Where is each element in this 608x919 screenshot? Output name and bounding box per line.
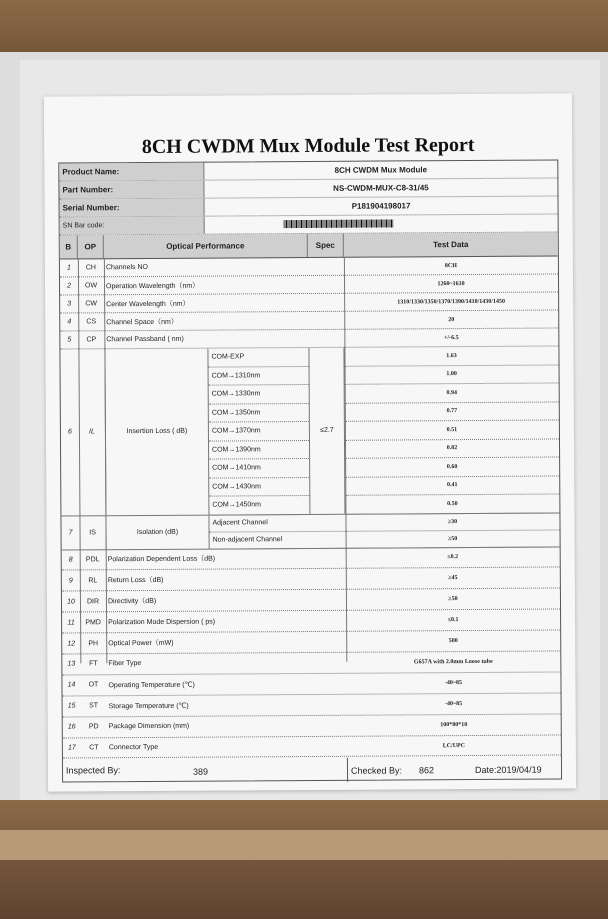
row-code: IL [88, 428, 95, 436]
row-code: PDL [85, 556, 100, 564]
checked-by-label: Checked By: [350, 765, 403, 776]
row-code: CH [85, 264, 97, 272]
insertion-loss-channel: COM→1310nm [209, 367, 309, 386]
sn-barcode-label: SN Bar code: [60, 217, 205, 235]
row-value: -40~85 [445, 700, 463, 707]
row-name: Return Loss（dB) [107, 577, 164, 585]
spec-row [63, 714, 561, 738]
isolation-item: Non-adjacent Channel [210, 531, 346, 549]
row-name: Channel Space（nm） [106, 318, 178, 326]
column-header-row [60, 232, 558, 259]
row-code: FT [89, 660, 98, 668]
row-number: 5 [67, 336, 72, 344]
insertion-loss-channel: COM→1410nm [209, 459, 309, 478]
insertion-loss-channel: COM→1370nm [209, 422, 309, 441]
row-name: Operating Temperature (℃) [108, 681, 195, 690]
spec-row [62, 589, 560, 613]
row-number: 6 [67, 428, 72, 436]
insertion-loss-value: 0.60 [345, 457, 559, 477]
row-code: IS [89, 528, 96, 536]
row-name: Polarization Mode Dispersion ( ps) [108, 618, 216, 626]
row-number: 9 [68, 577, 73, 585]
row-number: 17 [67, 744, 76, 752]
col-spec: Spec [308, 234, 344, 257]
product-name-label: Product Name: [59, 163, 204, 181]
row-number: 8 [68, 556, 73, 564]
col-test-data: Test Data [433, 240, 469, 250]
row-code: PD [88, 723, 99, 731]
row-value: 1260~1610 [437, 280, 465, 287]
insertion-loss-spec: ≤2.7 [308, 348, 345, 514]
insertion-loss-value: 0.77 [345, 402, 559, 422]
spec-row [62, 631, 560, 655]
row-code: DIR [86, 598, 100, 606]
inspected-by-value: 389 [192, 766, 209, 777]
row-number: 2 [67, 282, 72, 290]
row-number: 15 [67, 702, 76, 710]
row-value: ≥45 [448, 575, 458, 582]
row-number: 13 [67, 660, 76, 668]
row-number: 3 [67, 300, 72, 308]
inspected-by-label: Inspected By: [65, 765, 121, 776]
report-date: Date:2019/04/19 [474, 764, 542, 775]
row-number: 1 [66, 264, 71, 272]
row-number: 11 [67, 619, 75, 627]
row-number: 14 [67, 681, 76, 689]
serial-barcode [284, 219, 394, 228]
insertion-loss-block [60, 346, 559, 516]
row-code: OW [84, 282, 98, 290]
spec-row [62, 651, 560, 675]
row-value: G657A with 2.0mm Loose tube [413, 658, 493, 666]
insertion-loss-channel: COM→1330nm [209, 385, 309, 404]
report-table [58, 159, 562, 782]
row-value: -40~85 [444, 679, 463, 687]
row-code: CW [85, 300, 97, 308]
row-name: Polarization Dependent Loss（dB) [107, 556, 216, 564]
spec-row [63, 735, 561, 759]
row-name: Operation Wavelength（nm） [106, 282, 200, 290]
row-name: Optical Power（mW) [108, 639, 174, 648]
checked-by-value: 862 [418, 765, 435, 776]
row-number: 7 [68, 528, 73, 536]
row-number: 12 [67, 639, 76, 648]
isolation-label: Isolation (dB) [105, 515, 209, 549]
row-number: 10 [67, 598, 75, 606]
col-optical-performance: Optical Performance [104, 234, 308, 258]
insertion-loss-value: 1.00 [345, 365, 559, 385]
row-code: CS [86, 318, 97, 326]
insertion-loss-channel: COM→1390nm [209, 441, 309, 460]
row-name: Storage Temperature (℃) [108, 702, 189, 710]
insertion-loss-label: Insertion Loss ( dB) [104, 349, 209, 515]
insertion-loss-value: 0.82 [345, 439, 559, 459]
isolation-block [61, 513, 559, 550]
row-name: Connector Type [108, 743, 159, 752]
serial-number-value: P181904198017 [351, 201, 411, 211]
spec-row [62, 568, 560, 592]
row-name: Center Wavelength（nm） [106, 300, 190, 308]
col-b: B [60, 235, 78, 258]
spec-row [62, 610, 560, 634]
row-value: ≤0.2 [447, 554, 459, 561]
isolation-value: ≥50 [346, 530, 560, 548]
row-name: Fiber Type [108, 660, 142, 668]
col-op: OP [78, 235, 104, 258]
row-name: Directivity（dB) [107, 598, 157, 606]
row-code: ST [89, 702, 99, 710]
insertion-loss-value: 0.50 [345, 494, 559, 514]
insertion-loss-channel: COM→1430nm [209, 478, 309, 497]
row-code: CP [86, 336, 97, 344]
row-code: RL [88, 577, 98, 585]
row-code: CT [89, 744, 99, 752]
insertion-loss-value: 0.94 [345, 383, 559, 403]
row-value: 20 [448, 316, 455, 323]
row-value: +/-6.5 [444, 334, 459, 341]
row-code: PMD [85, 618, 101, 627]
part-number-value: NS-CWDM-MUX-C8-31/45 [333, 183, 429, 193]
row-name: Channels NO [105, 263, 148, 272]
insertion-loss-channel: COM-EXP [208, 348, 308, 367]
row-value: 100*80*10 [440, 721, 468, 728]
test-report-sheet [44, 93, 576, 791]
serial-number-label: Serial Number: [60, 199, 205, 217]
row-name: Channel Passband ( nm) [106, 335, 184, 344]
spec-row [63, 693, 561, 717]
spec-row [62, 672, 560, 696]
spec-row [62, 547, 560, 571]
row-code: OT [88, 681, 99, 689]
row-number: 4 [67, 318, 72, 326]
row-name: Package Dimension (mm) [108, 722, 190, 731]
row-value: 8CH [444, 262, 457, 269]
box-lid-bottom [0, 800, 608, 919]
part-number-label: Part Number: [59, 181, 204, 199]
insertion-loss-channel: COM→1350nm [209, 404, 309, 423]
insertion-loss-value: 0.41 [345, 476, 559, 496]
insertion-loss-channel: COM→1450nm [209, 496, 309, 515]
report-title: 8CH CWDM Mux Module Test Report [141, 133, 475, 159]
insertion-loss-value: 0.51 [345, 420, 559, 440]
row-value: ≥50 [448, 596, 458, 603]
row-value: ≤0.1 [447, 617, 459, 624]
isolation-value: ≥30 [345, 513, 559, 531]
insertion-loss-value: 1.63 [344, 346, 558, 366]
row-code: PH [88, 639, 99, 647]
row-value: 500 [448, 638, 458, 645]
row-value: 1310/1330/1350/1370/1390/1410/1430/1450 [397, 298, 505, 305]
row-number: 16 [67, 723, 76, 731]
isolation-item: Adjacent Channel [209, 514, 345, 532]
product-name-value: 8CH CWDM Mux Module [334, 165, 428, 175]
row-value: LC/UPC [442, 742, 466, 749]
